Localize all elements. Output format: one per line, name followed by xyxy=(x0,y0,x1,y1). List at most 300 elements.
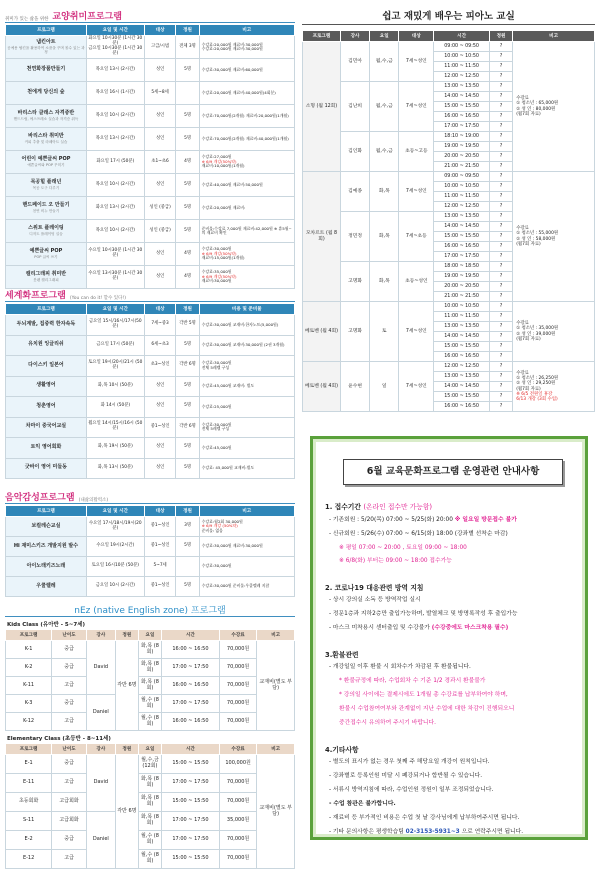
program-desc: 붓펜 캘리그래피 xyxy=(33,277,59,282)
time-text: 수요일 10시30분 (1시간 30분) xyxy=(88,248,143,258)
fee-cell xyxy=(199,577,294,597)
table-row xyxy=(6,831,295,850)
header-target: 대상 xyxy=(144,304,176,315)
program-name-cell xyxy=(6,335,87,356)
table-row xyxy=(6,36,295,59)
table-row xyxy=(6,577,295,597)
notice-section-2: 2. 코로나19 대응관련 방역 지침 xyxy=(325,584,424,592)
program-name: 우쿨렐레 xyxy=(36,582,56,589)
capacity-cell xyxy=(176,82,199,105)
class-code: K-3 xyxy=(6,695,52,713)
program-name: 천연화장품만들기 xyxy=(26,66,66,73)
program-name: 아이노래키즈노래 xyxy=(26,562,66,569)
piano-teacher: 고명화 xyxy=(340,262,369,302)
header-note: 비고 xyxy=(513,31,595,42)
fee-text: 수강료:월2회 30,000원 xyxy=(201,518,243,524)
program-name: 어린이 예쁜글씨 POP xyxy=(21,156,71,163)
time-text: 목요일 16시 (1시간) xyxy=(95,89,135,95)
time: 16:00 ~ 16:50 xyxy=(162,677,220,695)
level: 중급 xyxy=(52,695,87,713)
time-cell xyxy=(86,335,144,356)
capacity-cell: 5명 xyxy=(176,577,199,597)
fee-cell xyxy=(199,438,294,459)
notice-section-4: 4.기타사항 xyxy=(325,746,359,754)
piano-program: 소형 (월 12회) xyxy=(303,42,341,172)
notice-s2-line3-text: - 마스크 미착용시 센터출입 및 수강불가 xyxy=(329,625,430,631)
piano-capacity: ? xyxy=(489,152,512,162)
note: 교재비(별도 부담) xyxy=(257,755,295,869)
table-row xyxy=(6,243,295,266)
fee-warning: ※ 6/9 개강(50%약) xyxy=(201,158,237,164)
program-name: 보컬레슨교실 xyxy=(31,522,61,529)
table-row xyxy=(6,850,295,869)
table-row xyxy=(6,105,295,128)
nez-header: 정원 xyxy=(115,630,138,641)
program-name: Hi 재미스키즈 개발지원 발수 xyxy=(13,542,79,549)
capacity-cell: 각반 6명 xyxy=(176,417,199,438)
fee-text-2: 전체 5레벨 구성 xyxy=(201,426,230,432)
piano-time: 17:00 ~ 17:50 xyxy=(434,252,489,262)
target-cell: 성인 xyxy=(144,243,176,266)
fee-cell xyxy=(199,243,294,266)
piano-time: 17:00 ~ 17:50 xyxy=(434,122,489,132)
program-name-cell xyxy=(6,151,87,174)
time: 17:00 ~ 17:50 xyxy=(162,695,220,713)
days: 월,수 (8회) xyxy=(138,850,161,869)
header-program: 프로그램 xyxy=(6,304,87,315)
piano-capacity: ? xyxy=(489,82,512,92)
piano-time: 10:00 ~ 10:50 xyxy=(434,302,489,312)
notice-s1-line4: ※ 6/8(화) 부터는 09:00 ~ 18:00 접수가능 xyxy=(339,558,452,564)
capacity-cell: 5명 xyxy=(176,537,199,557)
piano-time: 15:00 ~ 15:50 xyxy=(434,102,489,112)
piano-time: 10:00 ~ 10:50 xyxy=(434,52,489,62)
program-desc: 커피 추출 및 라떼아트 실습 xyxy=(24,139,68,144)
time-text: 금요일 17시 (50분) xyxy=(96,341,135,347)
table-row xyxy=(6,59,295,82)
target-cell: 성인 xyxy=(144,376,176,397)
nez-header: 정원 xyxy=(115,744,138,755)
piano-note xyxy=(513,302,595,362)
fee-cell xyxy=(199,557,294,577)
piano-time: 16:00 ~ 16:50 xyxy=(434,352,489,362)
fee-text: 수강료:30,000원 준비물:우쿨렐레 지참 xyxy=(201,583,270,589)
time: 16:00 ~ 16:50 xyxy=(162,641,220,659)
piano-program: 베토벤 (월 4회) xyxy=(303,362,341,412)
piano-note-line: (월7회 자료) xyxy=(516,241,541,247)
piano-teacher: 김난희 xyxy=(340,82,369,132)
target-cell: 5~7세 xyxy=(144,557,176,577)
program-name: 핸드페이드 오 만들기 xyxy=(22,202,70,209)
nez-header: 수강료 xyxy=(219,744,257,755)
days: 화,목 (8회) xyxy=(138,677,161,695)
time: 17:00 ~ 17:50 xyxy=(162,812,220,831)
notice-s1-title: 1. 접수기간 xyxy=(325,503,361,511)
piano-days: 월,수,금 xyxy=(370,82,399,132)
fee: 70,000원 xyxy=(219,695,257,713)
nez-header: 시간 xyxy=(162,630,220,641)
time-text: 수요일 19시(2시간) xyxy=(96,543,135,549)
level: 고급회화 xyxy=(52,812,87,831)
piano-capacity: ? xyxy=(489,402,512,412)
time-text: 목요일 13시 (2시간) xyxy=(95,135,135,141)
piano-time: 16:00 ~ 16:50 xyxy=(434,402,489,412)
piano-capacity: ? xyxy=(489,242,512,252)
program-name-cell xyxy=(6,59,87,82)
notice-s1-line2: - 신규회원 : 5/26(수) 07:00 ~ 6/15(화) 18:00 (강좌별 선착순 마감) xyxy=(329,531,508,537)
music-section-title xyxy=(5,487,295,503)
note: 교재비(별도 부담) xyxy=(257,641,295,731)
program-name: 바리스타 취미반 xyxy=(28,133,64,140)
capacity-cell: 전체 3명 xyxy=(176,36,199,59)
piano-teacher: 김민아 xyxy=(340,42,369,82)
fee-cell xyxy=(199,151,294,174)
notice-s4-line6 xyxy=(329,829,579,837)
piano-capacity: ? xyxy=(489,232,512,242)
nez-section-title xyxy=(5,600,295,616)
capacity-cell: 4명 xyxy=(176,243,199,266)
capacity-cell xyxy=(176,557,199,577)
time-cell xyxy=(86,243,144,266)
piano-time: 09:00 ~ 09:50 xyxy=(434,172,489,182)
time: 17:00 ~ 17:50 xyxy=(162,659,220,677)
target-cell: 중1~성인 xyxy=(144,517,176,537)
music-table xyxy=(5,505,295,597)
piano-time: 14:00 ~ 14:50 xyxy=(434,92,489,102)
fee-cell xyxy=(199,197,294,220)
fee-text-2: 재료비:30,000원 xyxy=(201,278,232,284)
time-text: 토요일 16시10분 (50분) xyxy=(91,563,139,569)
class-code: E-11 xyxy=(6,774,52,793)
time-text: 화요일 17시 (50분) xyxy=(96,158,135,164)
piano-time: 20:00 ~ 20:50 xyxy=(434,152,489,162)
program-name-cell xyxy=(6,438,87,459)
time-cell xyxy=(86,220,144,243)
fee-cell xyxy=(199,220,294,243)
piano-note-line: 6/13 개강 (3회 수업) xyxy=(516,396,558,402)
piano-note-line: ① 청소년 : 26,250원 xyxy=(516,376,559,382)
piano-note-line: (월7회 자료) xyxy=(516,111,541,117)
time-text: 목요일 13시 (2시간) xyxy=(95,66,135,72)
fee-text: 수강료:30,000원 xyxy=(201,563,232,569)
program-name-cell xyxy=(6,82,87,105)
program-name-cell xyxy=(6,517,87,537)
time-text: 토요일 19시/20시/21시 (50분) xyxy=(88,359,143,370)
target-cell: 성인 (중급) xyxy=(144,197,176,220)
level: 고급 xyxy=(52,850,87,869)
notice-s2-line1: - 상시 강의실 소독 등 방역작업 실시 xyxy=(329,597,421,603)
nez-header: 강사 xyxy=(86,744,115,755)
fee-warning: ※ 6/9 개강 (50%약) xyxy=(201,523,238,529)
class-code: E-12 xyxy=(6,850,52,869)
piano-note xyxy=(513,362,595,412)
program-name: 청춘영어 xyxy=(36,402,56,409)
program-name-cell xyxy=(6,128,87,151)
piano-capacity: ? xyxy=(489,342,512,352)
header-time: 요일 및 시간 xyxy=(86,25,144,36)
capacity-cell: 5명 xyxy=(176,128,199,151)
program-name: 두뇌계발, 집중력 한자속독 xyxy=(16,320,76,327)
program-desc: 목공 도구 다루기 xyxy=(32,185,60,190)
target-cell: 중1~성인 xyxy=(144,417,176,438)
notice-s3-line1: - 개강일일 이후 환불 시 회차수가 차감된 후 환불됩니다. xyxy=(329,664,471,670)
piano-time: 14:00 ~ 14:50 xyxy=(434,332,489,342)
piano-time: 13:00 ~ 13:50 xyxy=(434,82,489,92)
piano-capacity: ? xyxy=(489,172,512,182)
piano-time: 21:00 ~ 21:50 xyxy=(434,162,489,172)
program-name: 스위트 플레이팅 xyxy=(28,225,64,232)
piano-program: 모차르트 (월 8회) xyxy=(303,172,341,302)
days: 월,수,금 (12회) xyxy=(138,755,161,774)
piano-time: 19:00 ~ 19:50 xyxy=(434,142,489,152)
piano-time: 20:00 ~ 20:50 xyxy=(434,282,489,292)
teacher: Daniel xyxy=(86,695,115,731)
piano-capacity: ? xyxy=(489,182,512,192)
table-row xyxy=(303,302,595,312)
piano-days: 화,목 xyxy=(370,262,399,302)
time-text: 수요일 13시30분 (1시간 30분) xyxy=(88,271,143,281)
piano-capacity: ? xyxy=(489,382,512,392)
program-name: 유치원 잉글리쉬 xyxy=(28,341,64,348)
kids-class-title: Kids Class (유아반 - 5~7세) xyxy=(7,622,86,628)
fee-cell xyxy=(199,397,294,418)
piano-capacity: ? xyxy=(489,42,512,52)
notice-s1-line1-warn: ※ 일요일 방문접수 불가 xyxy=(454,517,517,523)
piano-days: 토 xyxy=(370,302,399,362)
piano-note-line: ① 청소년 : 55,000원 xyxy=(516,231,559,237)
notice-s3-line2: * 환불규정에 따라, 수업회차 수 기준 1/2 경과시 환불불가 xyxy=(339,678,486,684)
table-row xyxy=(6,695,295,713)
capacity-cell: 5명 xyxy=(176,458,199,479)
time-cell xyxy=(86,174,144,197)
target-cell: 7세~중3 xyxy=(144,315,176,336)
program-name: 차마이 중국어교실 xyxy=(25,423,67,430)
program-desc: 공예용 냅킨을 활용하여 소품을 꾸며 볼수 있는 과정 xyxy=(7,45,85,54)
capacity: 각반 6명 xyxy=(115,641,138,731)
class-code: K-1 xyxy=(6,641,52,659)
time-cell xyxy=(86,315,144,336)
target-cell: 성인 xyxy=(144,397,176,418)
piano-capacity: ? xyxy=(489,302,512,312)
elementary-class-title: Elementary Class (초등반 - 8~11세) xyxy=(7,736,111,742)
piano-time: 12:00 ~ 12:50 xyxy=(434,362,489,372)
piano-days: 화,목 xyxy=(370,172,399,212)
level: 중급 xyxy=(52,755,87,774)
capacity-cell: 3명 xyxy=(176,517,199,537)
piano-target: 7세~성인 xyxy=(399,82,434,132)
time-cell xyxy=(86,197,144,220)
time-cell xyxy=(86,59,144,82)
table-row xyxy=(303,42,595,52)
fee-cell xyxy=(199,376,294,397)
piano-note-line: ② 성 인 : 39,000원 xyxy=(516,331,556,337)
fee-text: 수강료:27,000원 xyxy=(201,154,232,160)
target-cell: 성인 xyxy=(144,174,176,197)
piano-capacity: ? xyxy=(489,372,512,382)
piano-capacity: ? xyxy=(489,322,512,332)
time: 15:00 ~ 15:50 xyxy=(162,755,220,774)
table-row xyxy=(6,128,295,151)
piano-target: 7세~성인 xyxy=(399,42,434,82)
world-subtitle: (You can do it! 할수 있다!) xyxy=(69,296,126,301)
time-cell xyxy=(86,417,144,438)
level: 고급 xyxy=(52,677,87,695)
fee-cell xyxy=(199,105,294,128)
music-title: 음악감성프로그램 xyxy=(5,493,75,503)
time-text: 화 14시 (50분) xyxy=(100,403,131,409)
fee: 70,000원 xyxy=(219,774,257,793)
time-cell xyxy=(86,105,144,128)
time: 16:00 ~ 16:50 xyxy=(162,713,220,731)
header-capacity: 정원 xyxy=(176,304,199,315)
piano-note-line: 수강료 xyxy=(516,371,529,377)
table-row xyxy=(6,713,295,731)
notice-s3-line5: 중간접수시 유의하여 주시기 바랍니다. xyxy=(339,720,436,726)
piano-days: 화,목 xyxy=(370,212,399,262)
program-name: 다이스키 일본어 xyxy=(28,361,64,368)
header-note: 비고 xyxy=(199,506,294,517)
time-text: 화요일 10시30분 (1시간 30분) xyxy=(88,36,143,47)
time-cell xyxy=(86,517,144,537)
piano-capacity: ? xyxy=(489,292,512,302)
program-name-cell xyxy=(6,397,87,418)
fee: 100,000원 xyxy=(219,755,257,774)
class-code: S-11 xyxy=(6,812,52,831)
time-cell xyxy=(86,151,144,174)
level: 고급회화 xyxy=(52,793,87,812)
table-row xyxy=(303,362,595,372)
notice-s2-line3 xyxy=(329,625,579,633)
notice-s4-line6-text: - 기타 문의사항은 평생학습팀 xyxy=(329,829,404,835)
piano-target: 초등~고등 xyxy=(399,132,434,172)
nez-header: 강사 xyxy=(86,630,115,641)
program-name-cell xyxy=(6,458,87,479)
class-code: K-11 xyxy=(6,677,52,695)
time-text: 화,목 13시 (50분) xyxy=(97,464,133,470)
piano-days: 월,수,금 xyxy=(370,42,399,82)
program-name-cell xyxy=(6,557,87,577)
piano-time: 12:00 ~ 12:50 xyxy=(434,202,489,212)
piano-note-line: ① 청소년 : 35,000원 xyxy=(516,326,559,332)
fee-text-2: 전체 5레벨 구성 xyxy=(201,364,230,370)
piano-capacity: ? xyxy=(489,132,512,142)
piano-teacher: 정민정 xyxy=(340,212,369,262)
piano-capacity: ? xyxy=(489,272,512,282)
nez-header: 수강료 xyxy=(219,630,257,641)
header-program: 프로그램 xyxy=(6,506,87,517)
piano-title: 쉽고 재밌게 배우는 피아노 교실 xyxy=(302,8,595,25)
fee: 70,000원 xyxy=(219,677,257,695)
target-cell: 6세~초3 xyxy=(144,335,176,356)
time-cell xyxy=(86,356,144,377)
piano-target: 7세~성인 xyxy=(399,362,434,412)
program-name: 생활영어 xyxy=(36,382,56,389)
table-row xyxy=(6,397,295,418)
notice-section-3: 3.환불관련 xyxy=(325,651,359,659)
piano-time: 12:00 ~ 12:50 xyxy=(434,72,489,82)
fee-text-2: 수강료:20,000원 재료비:30,000원 xyxy=(201,46,263,51)
capacity-cell: 5명 xyxy=(176,335,199,356)
fee-text: 수강료:20,000원 재료비:40,000원(4회분) xyxy=(201,89,276,95)
fee-text: 수강료:30,000원 재료비:60,000원 xyxy=(201,66,263,72)
program-name: 목공힐 플래넌 xyxy=(30,179,62,186)
program-name: 천에게 당신의 숲 xyxy=(27,89,65,96)
piano-note-line: ※ 6/5 전원일 휴강 xyxy=(516,391,553,397)
piano-teacher: 고명화 xyxy=(340,302,369,362)
fee-cell xyxy=(199,174,294,197)
program-name: 굿바이 영어 미들동 xyxy=(24,464,68,471)
time-text: 월요일 14시/15시/16시 (50분) xyxy=(88,421,143,432)
time-cell xyxy=(86,557,144,577)
notice-section-1 xyxy=(325,501,432,511)
time: 15:00 ~ 15:50 xyxy=(162,793,220,812)
time-text: 목요일 10시 (2시간) xyxy=(95,227,135,233)
nez-header: 난이도 xyxy=(52,630,87,641)
time-cell xyxy=(86,82,144,105)
days: 월,수 (8회) xyxy=(138,713,161,731)
fee: 70,000원 xyxy=(219,659,257,677)
table-row xyxy=(6,793,295,812)
header-program: 프로그램 xyxy=(303,31,341,42)
time-cell xyxy=(86,397,144,418)
time-text: 금요일 10시 (2시간) xyxy=(95,583,135,589)
level: 고급 xyxy=(52,774,87,793)
notice-s3-line4: 환불시 수업참여여부와 관계없이 지난 수업에 대한 차감이 진행되오니 xyxy=(339,706,515,712)
piano-capacity: ? xyxy=(489,122,512,132)
program-desc: POP 글씨 쓰기 xyxy=(34,254,58,259)
fee-text-2: 준비물: 없음 xyxy=(201,527,223,533)
capacity-cell: 5명 xyxy=(176,59,199,82)
fee-text: 수강료:20,000원 재료비:30,000원 xyxy=(201,41,263,47)
fee-text: 수강료:30,000원 xyxy=(201,360,232,366)
table-row xyxy=(6,812,295,831)
piano-note-line: ② 성 인 : 58,000원 xyxy=(516,236,556,242)
table-row xyxy=(6,537,295,557)
fee-text: 수강료:40,000원 재료비:50,000원 xyxy=(201,181,263,187)
fee-text-2: 재료비:15,000원(1개월) xyxy=(201,255,245,261)
program-name-cell xyxy=(6,376,87,397)
header-target: 대상 xyxy=(144,25,176,36)
program-desc: 천연 비누 만들기 xyxy=(32,208,60,213)
table-row xyxy=(6,174,295,197)
target-cell: 성인 xyxy=(144,458,176,479)
program-name-cell xyxy=(6,537,87,557)
piano-time: 11:00 ~ 11:50 xyxy=(434,192,489,202)
time-cell xyxy=(86,458,144,479)
piano-note-line: 수강료 xyxy=(516,96,529,102)
notice-s1-line1 xyxy=(329,517,579,525)
piano-capacity: ? xyxy=(489,262,512,272)
fee: 70,000원 xyxy=(219,831,257,850)
notice-s4-line5: - 재료비 등 부가적인 비용은 수업 첫 날 강사님에게 납부하여주시면 됩니다. xyxy=(329,815,520,821)
capacity-cell: 5명 xyxy=(176,397,199,418)
table-row xyxy=(6,335,295,356)
piano-capacity: ? xyxy=(489,392,512,402)
table-row xyxy=(6,82,295,105)
program-name-cell xyxy=(6,197,87,220)
piano-capacity: ? xyxy=(489,312,512,322)
hobby-section-title xyxy=(5,6,295,22)
table-row xyxy=(6,641,295,659)
days: 화,목 (8회) xyxy=(138,793,161,812)
program-name-cell xyxy=(6,220,87,243)
time-text: 화요일 13시 (2시간) xyxy=(95,204,135,210)
program-name-cell xyxy=(6,105,87,128)
piano-capacity: ? xyxy=(489,202,512,212)
fee-text: 수강료:20,000원 재료비: xyxy=(201,204,246,210)
fee-cell xyxy=(199,335,294,356)
time: 17:00 ~ 17:50 xyxy=(162,831,220,850)
